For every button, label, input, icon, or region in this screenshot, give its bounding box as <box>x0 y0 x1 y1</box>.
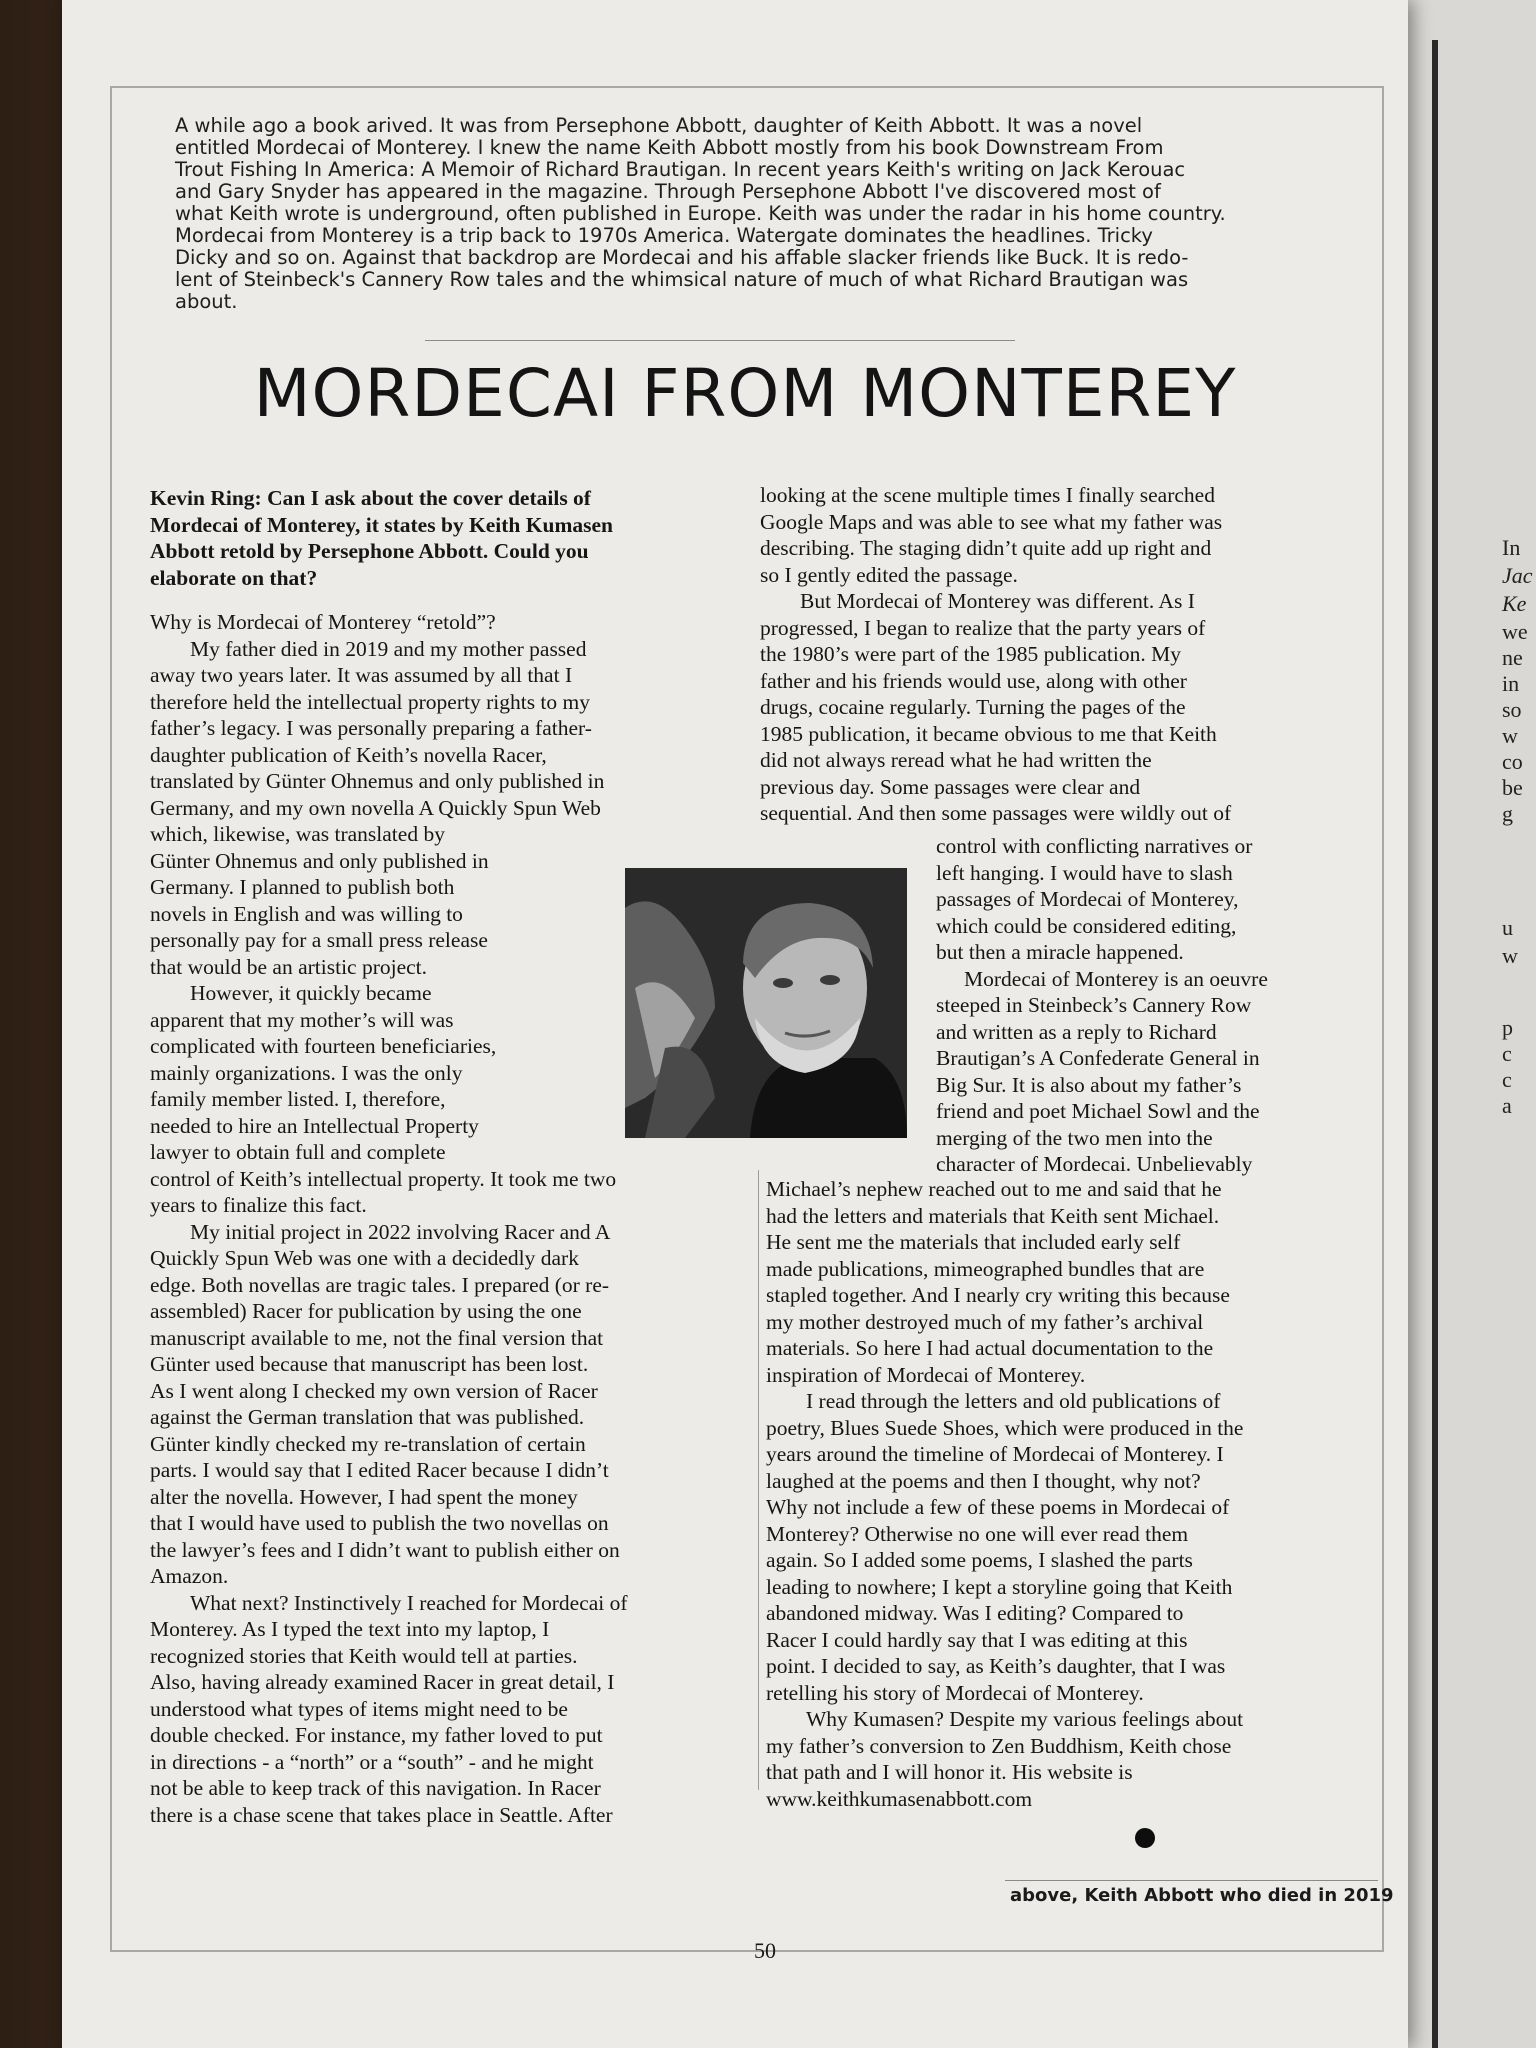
body-line: away two years later. It was assumed by all that I <box>150 663 573 687</box>
body-line: inspiration of Mordecai of Monterey. <box>766 1362 1086 1387</box>
body-line: daughter publication of Keith’s novella Racer, <box>150 742 547 767</box>
right-column-bottom <box>766 1176 1356 1812</box>
body-line: friend and poet Michael Sowl and the <box>936 1099 1260 1123</box>
body-line: that would be an artistic project. <box>150 954 428 979</box>
facing-page-text: ne <box>1502 645 1523 670</box>
intro-line: A while ago a book arived. It was from Persephone Abbott, daughter of Keith Abbott. It was a novel <box>175 114 1143 137</box>
body-line: Also, having already examined Racer in great detail, I <box>150 1670 615 1694</box>
body-line: but then a miracle happened. <box>936 940 1184 964</box>
body-line: drugs, cocaine regularly. Turning the pages of the <box>760 695 1186 719</box>
body-line: there is a chase scene that takes place in Seattle. After <box>150 1802 613 1827</box>
intro-line: Trout Fishing In America: A Memoir of Richard Brautigan. In recent years Keith's writing on Jack Kerouac <box>175 158 1186 181</box>
body-line: Amazon. <box>150 1564 229 1588</box>
body-line: assembled) Racer for publication by using the one <box>150 1299 582 1323</box>
body-line: lawyer to obtain full and complete <box>150 1140 446 1164</box>
right-column-wrap <box>936 833 1356 1178</box>
body-line: and written as a reply to Richard <box>936 1019 1217 1044</box>
facing-page-text: w <box>1502 943 1518 968</box>
body-line: my father’s conversion to Zen Buddhism, Keith chose <box>766 1733 1232 1758</box>
body-line: double checked. For instance, my father loved to put <box>150 1723 603 1747</box>
body-line: that path and I will honor it. His website is <box>766 1760 1133 1784</box>
body-line: progressed, I began to realize that the party years of <box>760 615 1206 640</box>
body-line: left hanging. I would have to slash <box>936 860 1233 885</box>
facing-page <box>1400 0 1536 2048</box>
facing-page-text: a <box>1502 1093 1512 1118</box>
body-line: the 1980’s were part of the 1985 publication. My <box>760 642 1181 666</box>
facing-page-text: g <box>1502 801 1513 826</box>
body-line: abandoned midway. Was I editing? Compared to <box>766 1601 1184 1625</box>
facing-page-border <box>1432 40 1438 2048</box>
body-line: apparent that my mother’s will was <box>150 1007 454 1032</box>
body-line: years around the timeline of Mordecai of Monterey. I <box>766 1442 1224 1466</box>
body-line: alter the novella. However, I had spent the money <box>150 1484 578 1509</box>
body-line: father’s legacy. I was personally preparing a father- <box>150 716 592 740</box>
body-line: poetry, Blues Suede Shoes, which were produced in the <box>766 1415 1244 1440</box>
body-line: Mordecai of Monterey is an oeuvre <box>964 966 1268 991</box>
body-line: translated by Günter Ohnemus and only published in <box>150 769 605 793</box>
body-line: Germany, and my own novella A Quickly Spun Web <box>150 795 601 820</box>
body-line: Racer I could hardly say that I was editing at this <box>766 1627 1188 1652</box>
facing-page-text: In <box>1502 535 1521 560</box>
body-line: recognized stories that Keith would tell at parties. <box>150 1643 578 1668</box>
portrait-illustration <box>625 868 907 1138</box>
body-line: edge. Both novellas are tragic tales. I prepared (or re- <box>150 1272 610 1297</box>
body-line: Google Maps and was able to see what my father was <box>760 509 1223 534</box>
body-line: He sent me the materials that included early self <box>766 1230 1181 1254</box>
body-line: complicated with fourteen beneficiaries, <box>150 1034 497 1058</box>
body-line: my mother destroyed much of my father’s archival <box>766 1309 1204 1334</box>
body-line: However, it quickly became <box>190 981 432 1005</box>
intro-paragraph <box>175 115 1305 313</box>
body-line: which could be considered editing, <box>936 913 1237 938</box>
body-line: understood what types of items might need to be <box>150 1696 568 1721</box>
body-line: parts. I would say that I edited Racer because I didn’t <box>150 1458 609 1482</box>
body-line: But Mordecai of Monterey was different. As I <box>800 589 1195 613</box>
body-line: 1985 publication, it became obvious to me that Keith <box>760 721 1217 746</box>
body-line: mainly organizations. I was the only <box>150 1060 463 1085</box>
body-line: Günter kindly checked my re-translation of certain <box>150 1431 586 1456</box>
body-line: which, likewise, was translated by <box>150 822 445 846</box>
intro-line: what Keith wrote is underground, often published in Europe. Keith was under the radar in his home country. <box>175 202 1226 225</box>
website-url: www.keithkumasenabbott.com <box>766 1786 1033 1811</box>
body-line: again. So I added some poems, I slashed the parts <box>766 1548 1193 1572</box>
body-line: retelling his story of Mordecai of Monterey. <box>766 1680 1144 1705</box>
body-line: point. I decided to say, as Keith’s daughter, that I was <box>766 1654 1226 1678</box>
body-line: made publications, mimeographed bundles that are <box>766 1256 1205 1281</box>
body-line: in directions - a “north” or a “south” - and he might <box>150 1749 594 1774</box>
facing-page-text: Ke <box>1502 591 1527 616</box>
body-line: against the German translation that was published. <box>150 1405 585 1429</box>
body-line: laughed at the poems and then I thought, why not? <box>766 1468 1201 1493</box>
body-line: Why not include a few of these poems in Mordecai of <box>766 1495 1230 1519</box>
body-line: Why is Mordecai of Monterey “retold”? <box>150 610 496 634</box>
body-line: character of Mordecai. Unbelievably <box>936 1152 1253 1176</box>
body-line: Monterey. As I typed the text into my laptop, I <box>150 1617 550 1641</box>
body-line: Big Sur. It is also about my father’s <box>936 1072 1242 1097</box>
body-line: merging of the two men into the <box>936 1125 1213 1150</box>
left-column <box>150 485 750 1828</box>
body-line: My initial project in 2022 involving Racer and A <box>190 1219 611 1244</box>
body-line: Germany. I planned to publish both <box>150 875 455 899</box>
intro-line: about. <box>175 290 238 313</box>
body-line: stapled together. And I nearly cry writing this because <box>766 1283 1230 1307</box>
body-line: Quickly Spun Web was one with a decidedly dark <box>150 1246 579 1270</box>
body-line: Monterey? Otherwise no one will ever read them <box>766 1521 1189 1546</box>
body-line: that I would have used to publish the two novellas on <box>150 1511 609 1535</box>
facing-page-text: be <box>1502 775 1523 800</box>
body-line: steeped in Steinbeck’s Cannery Row <box>936 993 1252 1017</box>
facing-page-text: co <box>1502 749 1523 774</box>
article-headline: MORDECAI FROM MONTEREY <box>253 355 1237 432</box>
body-line: family member listed. I, therefore, <box>150 1087 446 1111</box>
question-line: Abbott retold by Persephone Abbott. Could you <box>150 539 589 563</box>
body-line: father and his friends would use, along with other <box>760 668 1187 693</box>
body-line: leading to nowhere; I kept a storyline going that Keith <box>766 1574 1233 1599</box>
body-line: control with conflicting narratives or <box>936 834 1253 858</box>
intro-line: lent of Steinbeck's Cannery Row tales and the whimsical nature of much of what Richard Brautigan was <box>175 268 1189 291</box>
body-line: My father died in 2019 and my mother passed <box>190 636 587 661</box>
body-line: What next? Instinctively I reached for Mordecai of <box>190 1590 628 1615</box>
body-line: needed to hire an Intellectual Property <box>150 1113 479 1138</box>
right-column-top <box>760 482 1340 827</box>
question-line: Kevin Ring: Can I ask about the cover details of <box>150 486 591 510</box>
body-line: did not always reread what he had written the <box>760 748 1152 772</box>
body-line: Günter used because that manuscript has been lost. <box>150 1352 589 1376</box>
body-line: As I went along I checked my own version of Racer <box>150 1378 598 1403</box>
intro-line: Dicky and so on. Against that backdrop are Mordecai and his affable slacker friends like Buck. It is redo- <box>175 246 1189 269</box>
facing-page-text: we <box>1502 619 1528 644</box>
body-line: manuscript available to me, not the final version that <box>150 1325 604 1350</box>
body-line: personally pay for a small press release <box>150 928 488 952</box>
column-rule <box>758 1170 759 1790</box>
facing-page-text: Jac <box>1502 563 1533 588</box>
facing-page-text: w <box>1502 723 1518 748</box>
page-number: 50 <box>754 1938 776 1963</box>
facing-page-text: c <box>1502 1041 1512 1066</box>
end-of-article-bullet <box>1135 1828 1155 1848</box>
body-line: Brautigan’s A Confederate General in <box>936 1046 1260 1070</box>
body-line: therefore held the intellectual property rights to my <box>150 689 591 714</box>
body-line: sequential. And then some passages were wildly out of <box>760 801 1232 825</box>
section-divider <box>425 340 1015 341</box>
question-line: elaborate on that? <box>150 565 318 590</box>
intro-line: entitled Mordecai of Monterey. I knew the name Keith Abbott mostly from his book Downstream From <box>175 136 1164 159</box>
body-line: control of Keith’s intellectual property. It took me two <box>150 1166 617 1191</box>
facing-page-text: u <box>1502 915 1513 940</box>
question-line: Mordecai of Monterey, it states by Keith Kumasen <box>150 512 613 537</box>
body-line: looking at the scene multiple times I finally searched <box>760 483 1215 507</box>
facing-page-text: in <box>1502 671 1520 696</box>
body-line: years to finalize this fact. <box>150 1193 367 1217</box>
body-line: novels in English and was willing to <box>150 901 463 926</box>
body-line: the lawyer’s fees and I didn’t want to publish either on <box>150 1537 620 1562</box>
facing-page-text: so <box>1502 697 1522 722</box>
body-line: Michael’s nephew reached out to me and said that he <box>766 1177 1222 1201</box>
body-line: not be able to keep track of this navigation. In Racer <box>150 1776 601 1800</box>
facing-page-text: c <box>1502 1067 1512 1092</box>
facing-page-text: p <box>1502 1015 1513 1040</box>
body-line: passages of Mordecai of Monterey, <box>936 887 1239 911</box>
intro-line: Mordecai from Monterey is a trip back to 1970s America. Watergate dominates the headlines. Tricky <box>175 224 1153 247</box>
body-line: Günter Ohnemus and only published in <box>150 848 489 873</box>
photo-caption: above, Keith Abbott who died in 2019 <box>1010 1885 1394 1906</box>
body-line: I read through the letters and old publications of <box>806 1389 1221 1413</box>
body-line: describing. The staging didn’t quite add up right and <box>760 536 1212 560</box>
caption-rule <box>1005 1880 1378 1881</box>
intro-line: and Gary Snyder has appeared in the magazine. Through Persephone Abbott I've discovered most of <box>175 180 1161 203</box>
keith-abbott-photo <box>625 868 907 1138</box>
body-line: materials. So here I had actual documentation to the <box>766 1336 1214 1360</box>
body-line: previous day. Some passages were clear and <box>760 774 1141 799</box>
body-line: Why Kumasen? Despite my various feelings about <box>806 1707 1244 1731</box>
body-line: had the letters and materials that Keith sent Michael. <box>766 1203 1220 1228</box>
body-line: so I gently edited the passage. <box>760 562 1018 587</box>
